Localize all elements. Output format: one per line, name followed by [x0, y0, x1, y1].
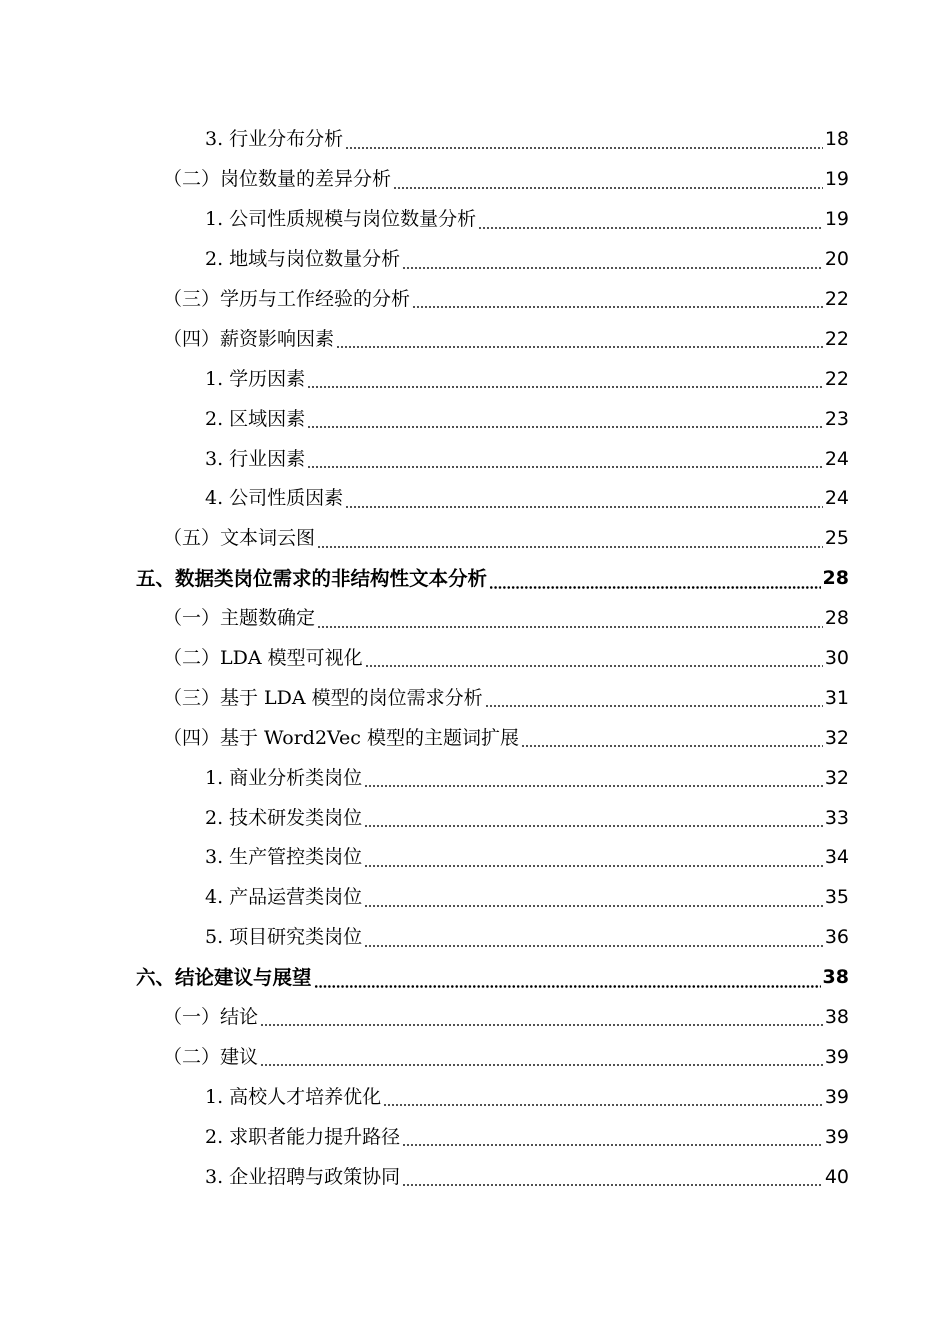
toc-entry-title: （五）文本词云图 [163, 527, 316, 550]
toc-entry[interactable] [0, 439, 950, 479]
toc-entry[interactable] [0, 599, 950, 639]
toc-dot-leader [365, 664, 823, 668]
toc-entry-page-number: 33 [824, 806, 849, 829]
toc-entry-page-number: 20 [824, 248, 849, 271]
toc-entry[interactable] [0, 1037, 950, 1077]
toc-entry[interactable] [0, 280, 950, 320]
toc-entry[interactable] [0, 559, 950, 599]
toc-entry[interactable] [0, 120, 950, 160]
toc-entry-title: （一）结论 [163, 1006, 259, 1029]
toc-entry-title: 2. 地域与岗位数量分析 [205, 248, 401, 271]
toc-entry-title: （二）岗位数量的差异分析 [163, 168, 392, 191]
toc-dot-leader [478, 226, 823, 230]
toc-dot-leader [402, 266, 823, 270]
toc-entry-page-number: 24 [824, 487, 849, 510]
toc-entry-page-number: 34 [824, 846, 849, 869]
toc-entry[interactable] [0, 1157, 950, 1197]
toc-entry-title: （二）LDA 模型可视化 [163, 647, 363, 670]
toc-entry[interactable] [0, 798, 950, 838]
toc-entry[interactable] [0, 639, 950, 679]
toc-entry[interactable] [0, 200, 950, 240]
toc-dot-leader [317, 625, 823, 629]
toc-entry-title: 3. 行业分布分析 [205, 128, 344, 151]
toc-dot-leader [307, 425, 823, 429]
toc-dot-leader [364, 784, 823, 788]
toc-dot-leader [364, 904, 823, 908]
toc-dot-leader [402, 1143, 823, 1147]
toc-entry[interactable] [0, 319, 950, 359]
toc-dot-leader [317, 545, 823, 549]
toc-entry[interactable] [0, 1117, 950, 1157]
toc-dot-leader [402, 1183, 823, 1187]
table-of-contents [0, 120, 950, 1197]
toc-entry-title: （四）基于 Word2Vec 模型的主题词扩展 [163, 726, 519, 749]
toc-dot-leader [485, 704, 823, 708]
toc-entry-page-number: 32 [824, 766, 849, 789]
toc-entry-page-number: 28 [822, 567, 849, 590]
toc-entry-title: （三）基于 LDA 模型的岗位需求分析 [163, 686, 483, 709]
toc-entry-page-number: 39 [824, 1085, 849, 1108]
toc-entry[interactable] [0, 479, 950, 519]
toc-entry-page-number: 28 [824, 607, 849, 630]
toc-entry-page-number: 25 [824, 527, 849, 550]
toc-entry-title: 3. 企业招聘与政策协同 [205, 1165, 401, 1188]
toc-entry-page-number: 22 [824, 288, 849, 310]
toc-entry-title: （二）建议 [163, 1045, 259, 1068]
toc-entry-page-number: 18 [824, 128, 849, 151]
toc-entry-title: 3. 行业因素 [205, 447, 306, 470]
toc-entry-page-number: 35 [824, 886, 849, 909]
toc-entry[interactable] [0, 878, 950, 918]
toc-dot-leader [345, 146, 823, 150]
toc-entry[interactable] [0, 758, 950, 798]
toc-entry-page-number: 39 [824, 1125, 849, 1148]
toc-entry-page-number: 38 [822, 966, 849, 989]
toc-dot-leader [364, 864, 823, 868]
toc-entry-title: 五、数据类岗位需求的非结构性文本分析 [136, 566, 488, 590]
toc-entry-title: 4. 公司性质因素 [205, 487, 344, 510]
toc-dot-leader [364, 824, 823, 828]
toc-entry-page-number: 39 [824, 1045, 849, 1068]
toc-dot-leader [393, 186, 823, 190]
toc-entry-title: 2. 求职者能力提升路径 [205, 1125, 401, 1148]
toc-entry-page-number: 38 [824, 1006, 849, 1029]
toc-entry-title: 1. 公司性质规模与岗位数量分析 [205, 208, 477, 231]
toc-entry-title: （三）学历与工作经验的分析 [163, 288, 411, 310]
toc-dot-leader [364, 944, 823, 948]
toc-entry-title: （一）主题数确定 [163, 607, 316, 630]
toc-entry-title: 2. 技术研发类岗位 [205, 806, 363, 829]
toc-entry[interactable] [0, 838, 950, 878]
toc-entry[interactable] [0, 918, 950, 958]
toc-entry-page-number: 24 [824, 447, 849, 470]
toc-entry-title: （四）薪资影响因素 [163, 327, 335, 350]
toc-entry-page-number: 22 [824, 327, 849, 350]
toc-entry-page-number: 31 [824, 686, 849, 709]
toc-entry-page-number: 19 [824, 208, 849, 231]
toc-entry-page-number: 32 [824, 726, 849, 749]
toc-entry[interactable] [0, 718, 950, 758]
toc-dot-leader [260, 1063, 823, 1067]
toc-entry-title: 3. 生产管控类岗位 [205, 846, 363, 869]
toc-entry-title: 4. 产品运营类岗位 [205, 886, 363, 909]
toc-entry-title: 六、结论建议与展望 [136, 965, 312, 989]
toc-dot-leader [489, 585, 821, 590]
toc-entry[interactable] [0, 519, 950, 559]
toc-entry-title: 1. 商业分析类岗位 [205, 766, 363, 789]
toc-dot-leader [336, 345, 823, 349]
toc-entry-page-number: 36 [824, 926, 849, 949]
toc-entry-title: 1. 高校人才培养优化 [205, 1085, 382, 1108]
toc-entry-page-number: 22 [824, 367, 849, 390]
toc-entry-title: 5. 项目研究类岗位 [205, 926, 363, 949]
toc-dot-leader [521, 744, 823, 748]
toc-entry-page-number: 23 [824, 407, 849, 430]
toc-dot-leader [307, 465, 823, 469]
toc-entry[interactable] [0, 160, 950, 200]
toc-entry-title: 1. 学历因素 [205, 367, 306, 390]
toc-dot-leader [260, 1023, 823, 1027]
toc-entry[interactable] [0, 678, 950, 718]
toc-dot-leader [307, 385, 823, 389]
toc-dot-leader [383, 1103, 823, 1107]
toc-entry[interactable] [0, 998, 950, 1038]
toc-entry-page-number: 19 [824, 168, 849, 191]
toc-entry[interactable] [0, 958, 950, 998]
toc-entry-page-number: 40 [824, 1165, 849, 1188]
toc-dot-leader [345, 505, 823, 509]
toc-dot-leader [314, 984, 821, 989]
toc-entry[interactable] [0, 399, 950, 439]
toc-entry-page-number: 30 [824, 647, 849, 670]
toc-entry[interactable] [0, 1077, 950, 1117]
toc-entry[interactable] [0, 359, 950, 399]
toc-entry-title: 2. 区域因素 [205, 407, 306, 430]
toc-dot-leader [412, 305, 823, 309]
toc-entry[interactable] [0, 240, 950, 280]
